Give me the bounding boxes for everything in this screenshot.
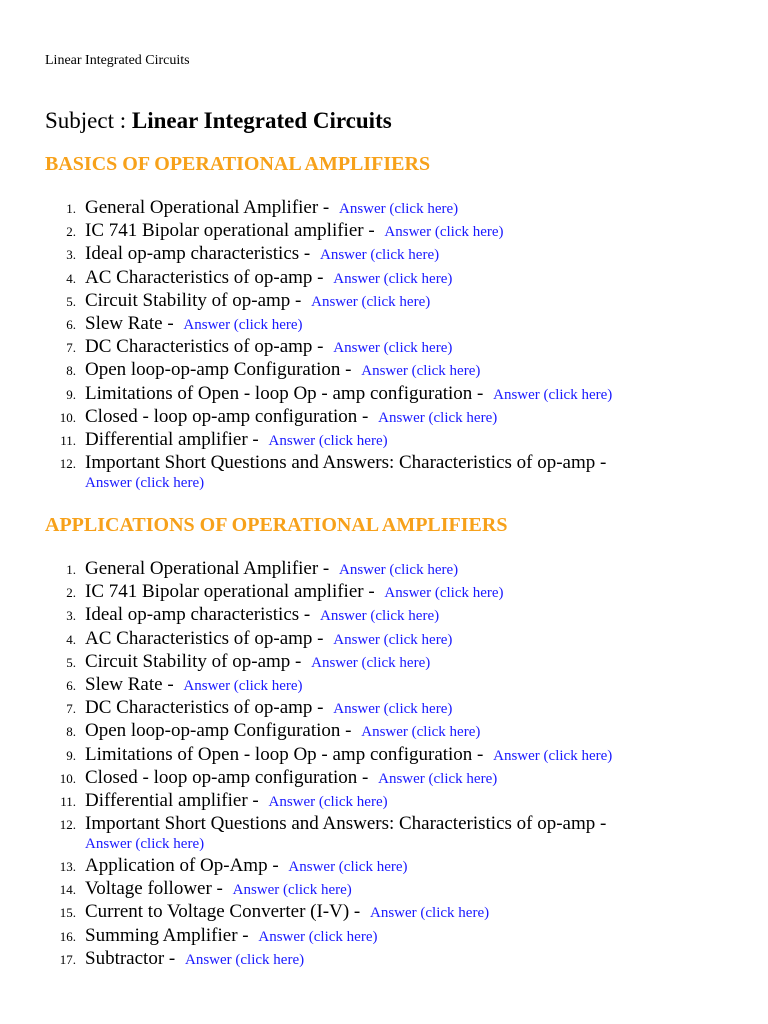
list-item (0, 627, 740, 650)
item-text: Differential amplifier - (85, 789, 264, 811)
item-number: 1. (66, 562, 76, 577)
item-number: 7. (66, 340, 76, 356)
item-text: Important Short Questions and Answers: Characteristics of op-amp - (85, 452, 607, 474)
item-number: 2. (66, 224, 76, 240)
list-item (0, 900, 740, 923)
answer-link[interactable]: Answer (click here) (268, 793, 388, 810)
list-item (0, 603, 740, 626)
item-number: 10. (59, 770, 76, 786)
item-number: 6. (66, 316, 76, 332)
list-item (0, 650, 740, 673)
answer-link[interactable]: Answer (click here) (311, 293, 431, 310)
item-number: 13. (59, 859, 76, 875)
item-number: 12. (59, 817, 76, 833)
item-number: 5. (66, 293, 76, 309)
item-text: Current to Voltage Converter (I-V) - (85, 901, 365, 923)
list-item (0, 382, 740, 405)
answer-link[interactable]: Answer (click here) (493, 386, 613, 403)
subject-label: Subject : (45, 108, 132, 133)
list-item (0, 947, 740, 970)
item-number: 11. (60, 432, 76, 448)
item-number: 9. (66, 747, 76, 763)
answer-link[interactable]: Answer (click here) (85, 475, 205, 492)
item-text: Circuit Stability of op-amp - (85, 289, 307, 311)
item-text: Subtractor - (85, 947, 180, 969)
item-number: 17. (59, 951, 76, 967)
item-number: 11. (60, 793, 76, 809)
item-number: 7. (66, 701, 76, 717)
item-number: 3. (66, 247, 76, 263)
list-item (0, 557, 740, 580)
list-item (0, 428, 740, 451)
item-text: Important Short Questions and Answers: Characteristics of op-amp - (85, 813, 607, 835)
list-item (0, 242, 740, 265)
basics-topic-list (0, 196, 740, 493)
answer-link[interactable]: Answer (click here) (339, 562, 459, 578)
list-item (0, 358, 740, 381)
list-item (0, 266, 740, 289)
list-item (0, 312, 740, 335)
list-item (0, 812, 740, 854)
subject-line (45, 107, 392, 135)
list-item (0, 719, 740, 742)
list-item (0, 673, 740, 696)
answer-link[interactable]: Answer (click here) (384, 585, 504, 602)
item-text: Limitations of Open - loop Op - amp configuration - (85, 743, 489, 765)
answer-link[interactable]: Answer (click here) (333, 631, 453, 648)
answer-link[interactable]: Answer (click here) (333, 270, 453, 287)
document-header-title: Linear Integrated Circuits (45, 53, 190, 68)
item-text: Circuit Stability of op-amp - (85, 650, 307, 672)
applications-topic-list (0, 557, 740, 970)
answer-link[interactable]: Answer (click here) (288, 859, 408, 876)
item-number: 5. (66, 654, 76, 670)
item-text: Ideal op-amp characteristics - (85, 604, 315, 626)
list-item (0, 289, 740, 312)
item-text: Voltage follower - (85, 878, 228, 900)
item-text: DC Characteristics of op-amp - (85, 336, 329, 358)
answer-link[interactable]: Answer (click here) (320, 608, 440, 625)
item-text: General Operational Amplifier - (85, 558, 335, 579)
list-item (0, 219, 740, 242)
list-item (0, 924, 740, 947)
item-text: Slew Rate - (85, 312, 179, 334)
item-number: 14. (59, 882, 76, 898)
subject-value: Linear Integrated Circuits (131, 108, 392, 133)
item-text: Open loop-op-amp Configuration - (85, 720, 357, 742)
item-number: 10. (59, 409, 76, 425)
answer-link[interactable]: Answer (click here) (184, 951, 305, 968)
answer-link[interactable]: Answer (click here) (384, 224, 504, 241)
answer-link[interactable]: Answer (click here) (361, 363, 481, 380)
item-text: Slew Rate - (85, 673, 179, 695)
list-item (0, 854, 740, 877)
item-number: 2. (66, 585, 76, 601)
item-number: 8. (66, 363, 76, 379)
list-item (0, 405, 740, 428)
answer-link[interactable]: Answer (click here) (268, 432, 388, 449)
answer-link[interactable]: Answer (click here) (333, 340, 453, 357)
item-number: 9. (66, 386, 76, 402)
answer-link[interactable]: Answer (click here) (378, 770, 498, 787)
item-text: IC 741 Bipolar operational amplifier - (85, 581, 380, 603)
list-item (0, 451, 740, 493)
section-heading-basics: BASICS OF OPERATIONAL AMPLIFIERS (45, 153, 431, 175)
list-item (0, 877, 740, 900)
list-item (0, 696, 740, 719)
section-heading-applications: APPLICATIONS OF OPERATIONAL AMPLIFIERS (45, 514, 508, 536)
item-number: 4. (66, 270, 76, 286)
answer-link[interactable]: Answer (click here) (258, 928, 378, 945)
item-text: Limitations of Open - loop Op - amp configuration - (85, 382, 489, 404)
answer-link[interactable]: Answer (click here) (85, 836, 205, 853)
item-number: 6. (66, 677, 76, 693)
item-text: Ideal op-amp characteristics - (85, 243, 315, 265)
answer-link[interactable]: Answer (click here) (320, 247, 440, 264)
item-text: Differential amplifier - (85, 428, 264, 450)
answer-link[interactable]: Answer (click here) (311, 654, 431, 671)
item-text: DC Characteristics of op-amp - (85, 697, 329, 719)
list-item (0, 766, 740, 789)
item-number: 1. (66, 201, 76, 216)
list-item (0, 743, 740, 766)
answer-link[interactable]: Answer (click here) (333, 701, 453, 718)
item-text: AC Characteristics of op-amp - (85, 627, 329, 649)
item-text: Open loop-op-amp Configuration - (85, 359, 357, 381)
item-text: Application of Op-Amp - (85, 855, 284, 877)
item-number: 3. (66, 608, 76, 624)
answer-link[interactable]: Answer (click here) (493, 747, 613, 764)
item-number: 4. (66, 631, 76, 647)
item-number: 15. (59, 905, 76, 921)
item-text: IC 741 Bipolar operational amplifier - (85, 220, 380, 242)
item-text: Summing Amplifier - (85, 924, 254, 946)
list-item (0, 335, 740, 358)
item-text: Closed - loop op-amp configuration - (85, 766, 374, 788)
answer-link[interactable]: Answer (click here) (361, 724, 481, 741)
item-text: Closed - loop op-amp configuration - (85, 405, 374, 427)
list-item (0, 580, 740, 603)
item-number: 12. (59, 456, 76, 472)
answer-link[interactable]: Answer (click here) (183, 316, 303, 333)
item-number: 8. (66, 724, 76, 740)
answer-link[interactable]: Answer (click here) (339, 201, 459, 217)
answer-link[interactable]: Answer (click here) (232, 882, 352, 899)
item-number: 16. (59, 928, 76, 944)
answer-link[interactable]: Answer (click here) (183, 677, 303, 694)
list-item (0, 196, 740, 219)
item-text: General Operational Amplifier - (85, 197, 335, 218)
answer-link[interactable]: Answer (click here) (370, 905, 490, 922)
list-item (0, 789, 740, 812)
answer-link[interactable]: Answer (click here) (378, 409, 498, 426)
item-text: AC Characteristics of op-amp - (85, 266, 329, 288)
